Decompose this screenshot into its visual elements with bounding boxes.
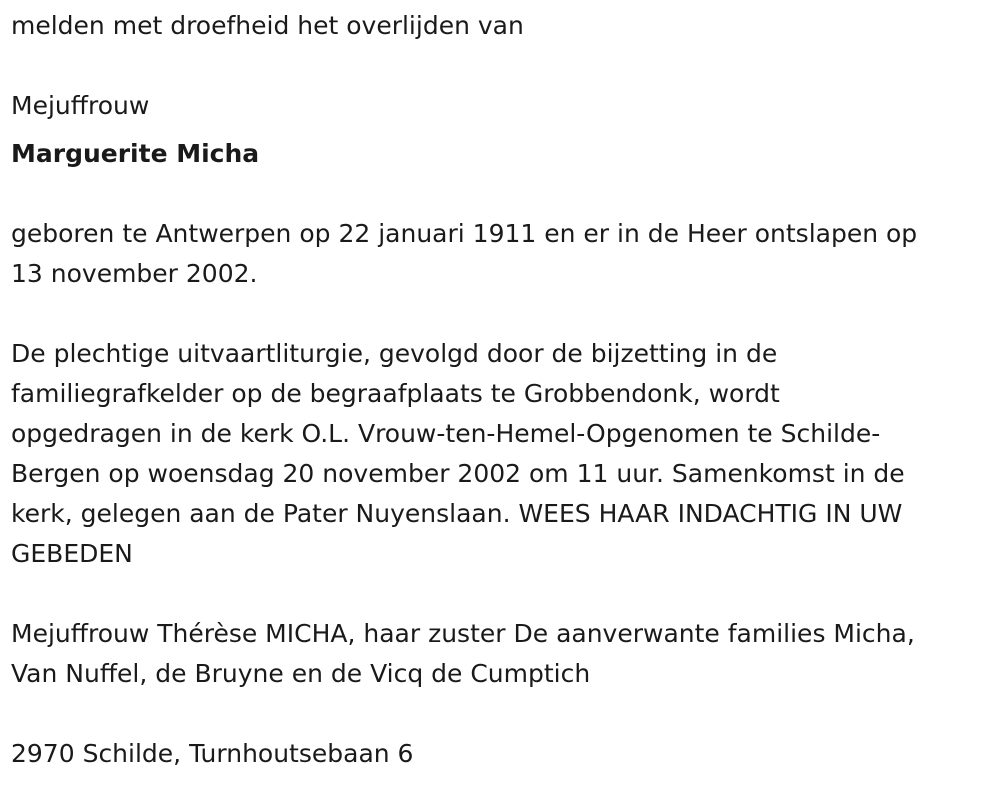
death-notice [11,6,991,774]
spacer [11,694,991,734]
family-paragraph [11,614,991,694]
text-line: 13 november 2002. [11,259,258,288]
text-line: familiegrafkelder op de begraafplaats te Grobbendonk, wordt [11,379,780,408]
spacer [11,46,991,86]
address: 2970 Schilde, Turnhoutsebaan 6 [11,739,414,768]
spacer [11,126,991,134]
text-line: GEBEDEN [11,539,133,568]
text-line: De plechtige uitvaartliturgie, gevolgd door de bijzetting in de [11,339,778,368]
spacer [11,294,991,334]
text-line: geboren te Antwerpen op 22 januari 1911 en er in de Heer ontslapen op [11,219,918,248]
text-line: Van Nuffel, de Bruyne en de Vicq de Cumptich [11,659,591,688]
text-line: Mejuffrouw Thérèse MICHA, haar zuster De aanverwante families Micha, [11,619,915,648]
deceased-title: Mejuffrouw [11,91,150,120]
deceased-name: Marguerite Micha [11,139,260,168]
text-line: opgedragen in de kerk O.L. Vrouw-ten-Hemel-Opgenomen te Schilde- [11,419,881,448]
intro-text: melden met droefheid het overlijden van [11,11,524,40]
text-line: Bergen op woensdag 20 november 2002 om 11 uur. Samenkomst in de [11,459,905,488]
spacer [11,574,991,614]
spacer [11,174,991,214]
funeral-paragraph [11,334,991,574]
birth-death-paragraph [11,214,991,294]
text-line: kerk, gelegen aan de Pater Nuyenslaan. WEES HAAR INDACHTIG IN UW [11,499,903,528]
